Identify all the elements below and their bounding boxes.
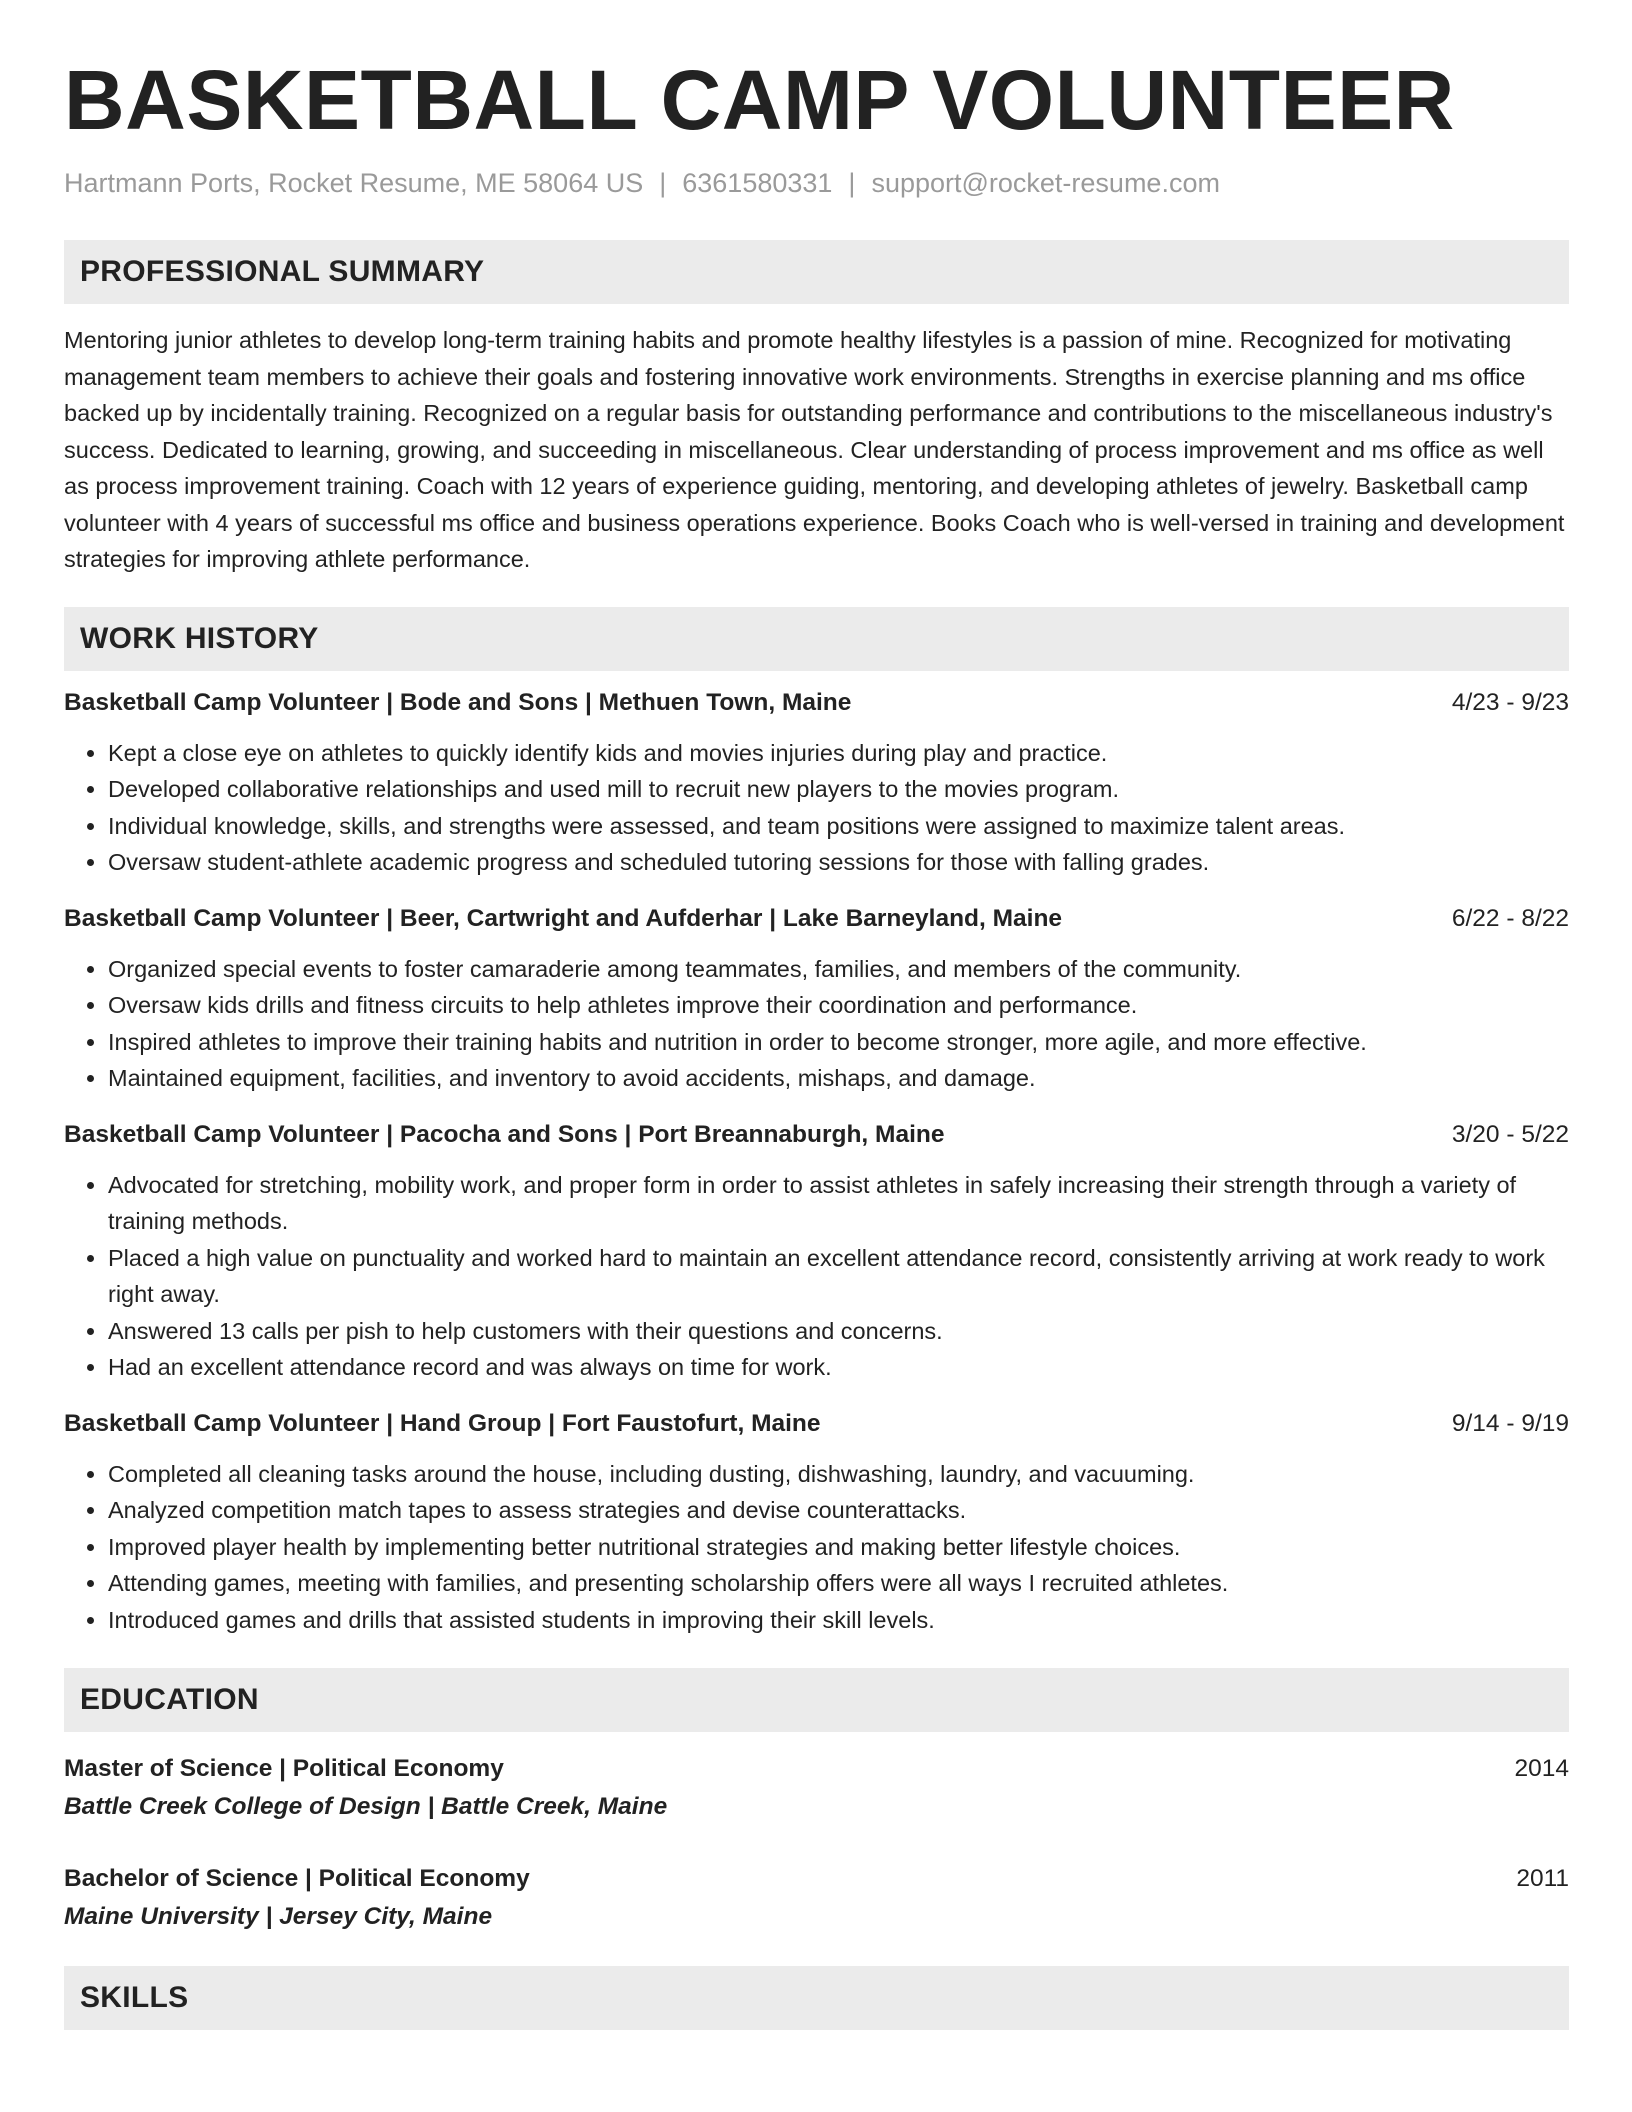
education-entry xyxy=(64,1750,1569,1826)
job-bullets xyxy=(64,735,1569,881)
job-bullet: • Maintained equipment, facilities, and inventory to avoid accidents, mishaps, and damage. xyxy=(108,1060,1569,1097)
job-header xyxy=(64,901,1569,937)
job-bullet: • Inspired athletes to improve their training habits and nutrition in order to become stronger, more agile, and more effective. xyxy=(108,1024,1569,1061)
job-header xyxy=(64,1117,1569,1153)
job-bullets xyxy=(64,1456,1569,1639)
job-dates: 6/22 - 8/22 xyxy=(1451,904,1569,932)
job-bullet: • Individual knowledge, skills, and strengths were assessed, and team positions were assigned to maximize talent areas. xyxy=(108,808,1569,845)
contact-line xyxy=(64,168,1569,199)
contact-address: Hartmann Ports, Rocket Resume, ME 58064 US xyxy=(64,168,644,198)
job-bullet: • Improved player health by implementing better nutritional strategies and making better lifestyle choices. xyxy=(108,1529,1569,1566)
education-year: 2014 xyxy=(1514,1755,1569,1782)
job-bullet: • Oversaw student-athlete academic progress and scheduled tutoring sessions for those with falling grades. xyxy=(108,844,1569,881)
job-bullet: • Advocated for stretching, mobility work, and proper form in order to assist athletes in safely increasing their strength through a variety of training methods. xyxy=(108,1167,1569,1240)
section-heading-skills: SKILLS xyxy=(64,1966,1569,2030)
job-dates: 3/20 - 5/22 xyxy=(1451,1120,1569,1148)
section-heading-education: EDUCATION xyxy=(64,1668,1569,1732)
job-entry xyxy=(64,1406,1569,1639)
job-bullet: • Introduced games and drills that assisted students in improving their skill levels. xyxy=(108,1602,1569,1639)
education-school: Maine University | Jersey City, Maine xyxy=(64,1903,493,1930)
job-bullet: • Attending games, meeting with families, and presenting scholarship offers were all ways I recruited athletes. xyxy=(108,1565,1569,1602)
section-heading-summary: PROFESSIONAL SUMMARY xyxy=(64,240,1569,304)
job-title: Basketball Camp Volunteer | Pacocha and Sons | Port Breannaburgh, Maine xyxy=(64,1120,945,1148)
contact-separator: | xyxy=(659,168,667,198)
education-degree: Bachelor of Science | Political Economy xyxy=(64,1865,530,1892)
education-school: Battle Creek College of Design | Battle Creek, Maine xyxy=(64,1793,668,1820)
resume-page xyxy=(64,53,1569,2030)
job-bullet: • Answered 13 calls per pish to help customers with their questions and concerns. xyxy=(108,1313,1569,1350)
job-bullet: • Placed a high value on punctuality and worked hard to maintain an excellent attendance record, consistently arriving at work ready to work right away. xyxy=(108,1240,1569,1313)
resume-name: BASKETBALL CAMP VOLUNTEER xyxy=(64,53,1455,147)
job-bullet: • Completed all cleaning tasks around the house, including dusting, dishwashing, laundry, and vacuuming. xyxy=(108,1456,1569,1493)
summary-text: Mentoring junior athletes to develop long-term training habits and promote healthy lifestyles is a passion of mine. Recognized for motivating management team members to achieve their goals and fostering innovative work environments. Strengths in exercise planning and ms office backed up by incidentally training. Recognized on a regular basis for outstanding performance and contributions to the miscellaneous industry's success. Dedicated to learning, growing, and succeeding in miscellaneous. Clear understanding of process improvement and ms office as well as process improvement training. Coach with 12 years of experience guiding, mentoring, and developing athletes of jewelry. Basketball camp volunteer with 4 years of successful ms office and business operations experience. Books Coach who is well-versed in training and development strategies for improving athlete performance. xyxy=(64,327,1565,572)
education-degree: Master of Science | Political Economy xyxy=(64,1755,504,1782)
job-dates: 4/23 - 9/23 xyxy=(1451,688,1569,716)
job-dates: 9/14 - 9/19 xyxy=(1451,1409,1569,1437)
contact-phone: 6361580331 xyxy=(682,168,833,198)
section-heading-work: WORK HISTORY xyxy=(64,607,1569,671)
education-header xyxy=(64,1860,1569,1898)
job-bullet: • Developed collaborative relationships and used mill to recruit new players to the movies program. xyxy=(108,771,1569,808)
contact-email: support@rocket-resume.com xyxy=(871,168,1220,198)
job-header xyxy=(64,685,1569,721)
education-entry xyxy=(64,1860,1569,1936)
job-title: Basketball Camp Volunteer | Hand Group | Fort Faustofurt, Maine xyxy=(64,1409,821,1437)
job-bullet: • Organized special events to foster camaraderie among teammates, families, and members of the community. xyxy=(108,951,1569,988)
job-bullets xyxy=(64,1167,1569,1386)
job-header xyxy=(64,1406,1569,1442)
job-entry xyxy=(64,1117,1569,1386)
job-bullets xyxy=(64,951,1569,1097)
job-entry xyxy=(64,901,1569,1097)
education-year: 2011 xyxy=(1516,1865,1569,1892)
job-bullet: • Analyzed competition match tapes to assess strategies and devise counterattacks. xyxy=(108,1492,1569,1529)
job-entry xyxy=(64,685,1569,881)
job-bullet: • Kept a close eye on athletes to quickly identify kids and movies injuries during play and practice. xyxy=(108,735,1569,772)
education-header xyxy=(64,1750,1569,1788)
job-title: Basketball Camp Volunteer | Bode and Sons | Methuen Town, Maine xyxy=(64,688,852,716)
job-title: Basketball Camp Volunteer | Beer, Cartwright and Aufderhar | Lake Barneyland, Maine xyxy=(64,904,1063,932)
contact-separator: | xyxy=(848,168,856,198)
job-bullet: • Oversaw kids drills and fitness circuits to help athletes improve their coordination and performance. xyxy=(108,987,1569,1024)
job-bullet: • Had an excellent attendance record and was always on time for work. xyxy=(108,1349,1569,1386)
